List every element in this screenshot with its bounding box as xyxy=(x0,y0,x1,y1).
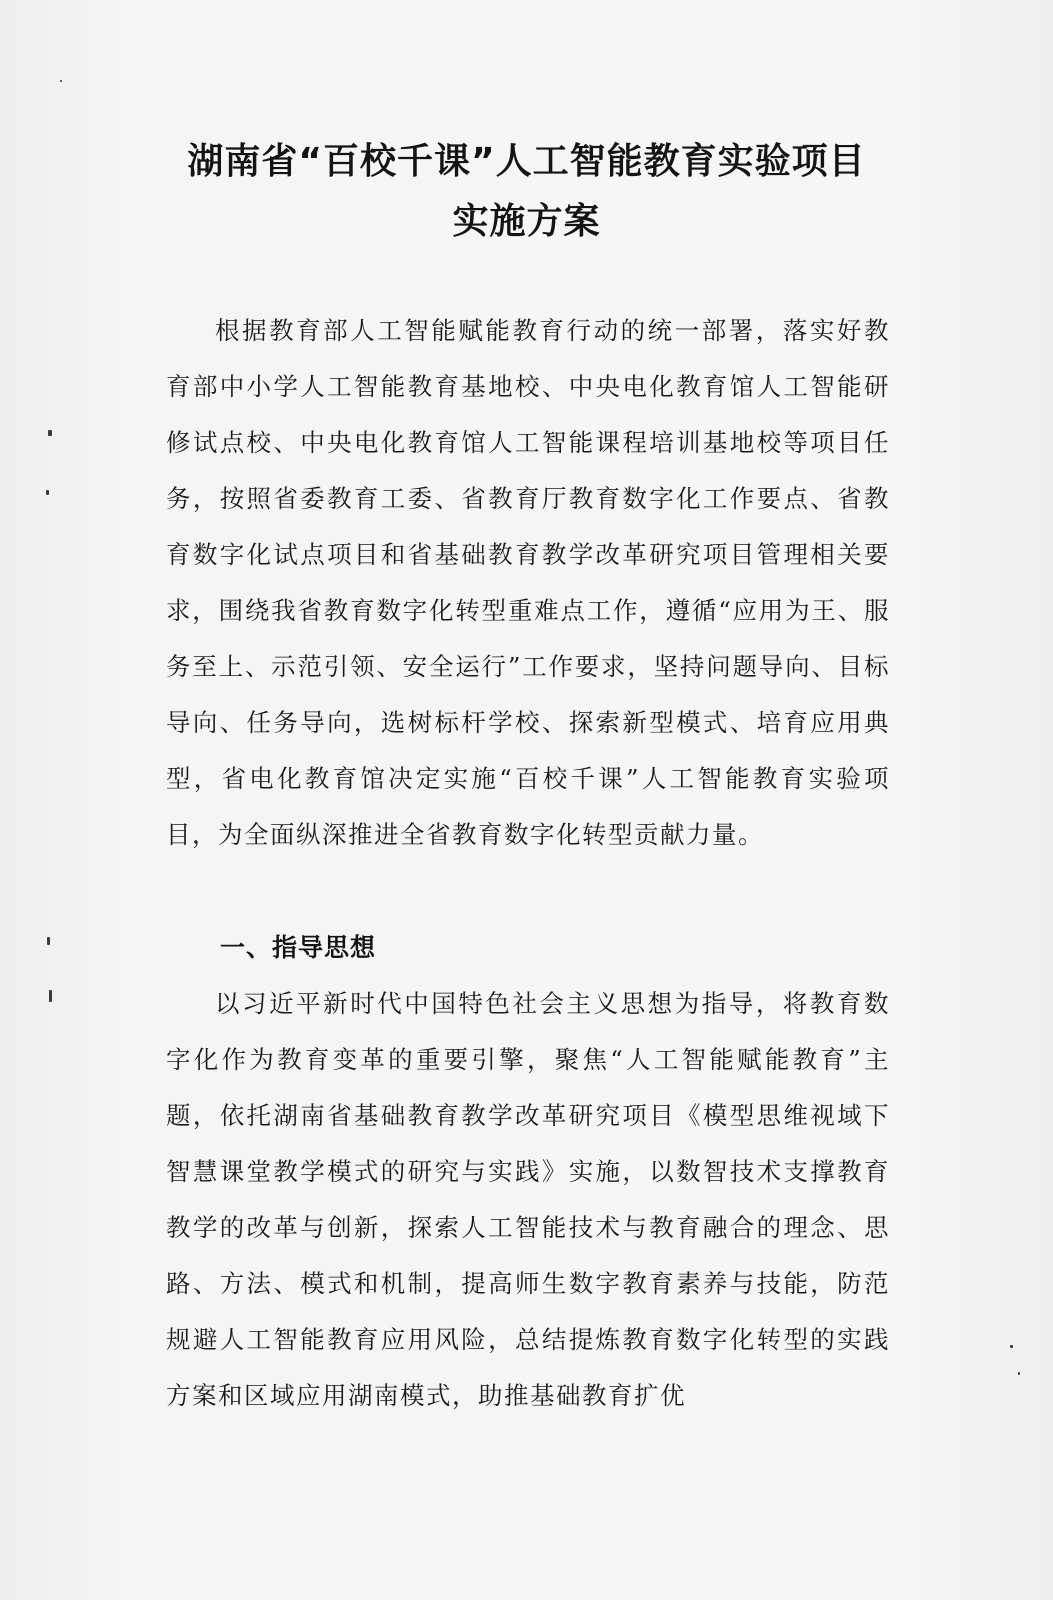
scan-mark xyxy=(47,937,50,945)
scan-mark xyxy=(1010,1345,1013,1348)
intro-paragraph-block xyxy=(166,303,890,863)
scan-mark xyxy=(1018,1372,1020,1375)
guiding-ideology-paragraph: 以习近平新时代中国特色社会主义思想为指导，将教育数字化作为教育变革的重要引擎，聚焦“人工智能赋能教育”主题，依托湖南省基础教育教学改革研究项目《模型思维视域下智慧课堂教学模式的研究与实践》实施，以数智技术支撑教育教学的改革与创新，探索人工智能技术与教育融合的理念、思路、方法、模式和机制，提高师生数字教育素养与技能，防范规避人工智能教育应用风险，总结提炼教育数字化转型的实践方案和区域应用湖南模式，助推基础教育扩优 xyxy=(166,989,890,1410)
guiding-ideology-paragraph-block xyxy=(166,976,890,1424)
scan-mark xyxy=(60,80,62,82)
scan-mark xyxy=(48,430,52,436)
intro-paragraph: 根据教育部人工智能赋能教育行动的统一部署，落实好教育部中小学人工智能教育基地校、中央电化教育馆人工智能研修试点校、中央电化教育馆人工智能课程培训基地校等项目任务，按照省委教育工委、省教育厅教育数字化工作要点、省教育数字化试点项目和省基础教育教学改革研究项目管理相关要求，围绕我省教育数字化转型重难点工作，遵循“应用为王、服务至上、示范引领、安全运行”工作要求，坚持问题导向、目标导向、任务导向，选树标杆学校、探索新型模式、培育应用典型，省电化教育馆决定实施“百校千课”人工智能教育实验项目，为全面纵深推进全省教育数字化转型贡献力量。 xyxy=(166,316,890,849)
scan-mark xyxy=(46,490,49,495)
document-title-line-2: 实施方案 xyxy=(452,201,601,242)
section-heading-guiding-ideology: 一、指导思想 xyxy=(220,933,377,962)
scan-mark xyxy=(49,990,52,1002)
document-title-line-1: 湖南省“百校千课”人工智能教育实验项目 xyxy=(187,141,866,182)
